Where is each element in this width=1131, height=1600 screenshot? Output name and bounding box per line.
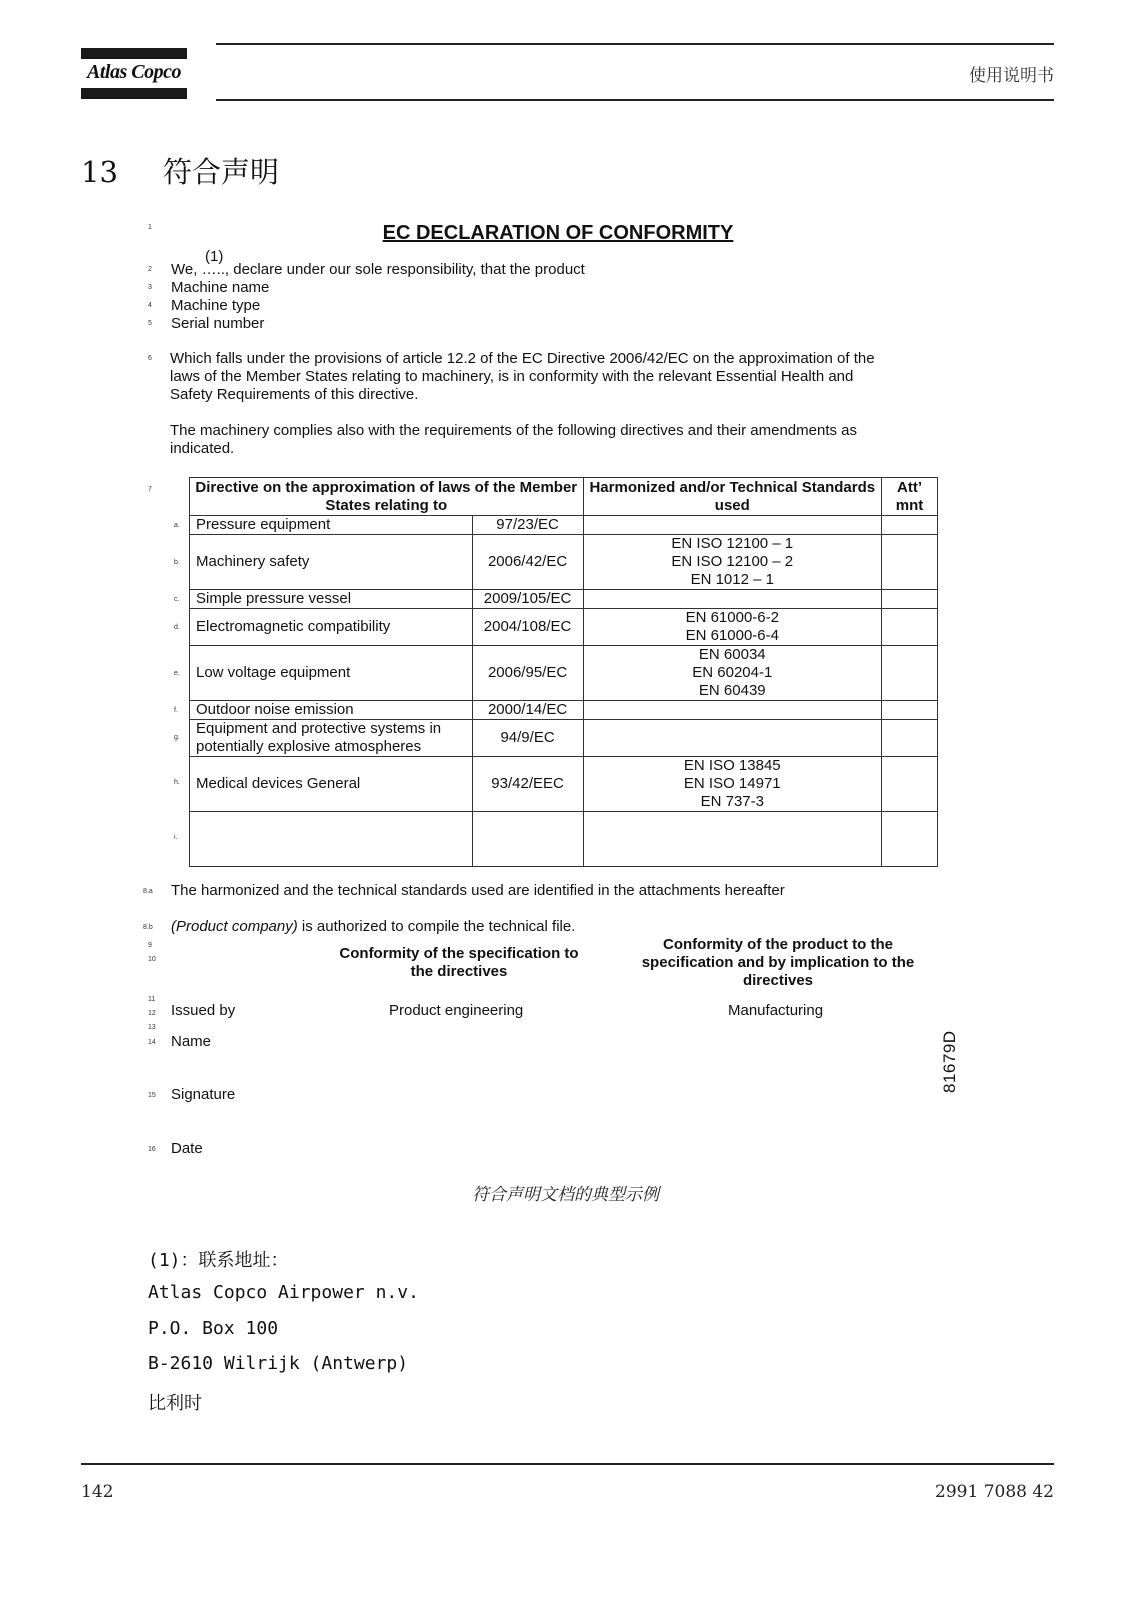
section-heading [81,150,279,191]
provisions-line-3: Safety Requirements of this directive. [170,386,419,403]
row-directive: 2006/95/EC [472,646,583,701]
row-name: Simple pressure vessel [190,590,473,609]
logo-text: Atlas Copco [87,61,181,83]
row-directive: 2000/14/EC [472,701,583,720]
row-name: Electromagnetic compatibility [190,609,473,646]
section-number: 13 [81,155,118,189]
authorized-text: is authorized to compile the technical file. [297,918,576,935]
figure-caption: 符合声明文档的典型示例 [472,1185,659,1205]
line-number: 16 [148,1146,156,1153]
row-letter: a. [174,522,180,529]
row-attachment [882,720,938,757]
row-name: Pressure equipment [190,516,473,535]
name-label: Name [171,1033,212,1050]
ec-title: EC DECLARATION OF CONFORMITY [382,222,734,244]
harmonized-note: The harmonized and the technical standards used are identified in the attachments hereafter [171,882,785,899]
document-number: 2991 7088 42 [935,1482,1054,1502]
table-row [190,535,938,590]
row-standards: EN ISO 13845 EN ISO 14971 EN 737-3 [583,757,881,812]
line-number: 10 [148,956,156,963]
row-attachment [882,812,938,867]
line-number: 8.b [143,924,153,931]
complies-line-1: The machinery complies also with the requirements of the following directives and their amendments as [170,422,857,439]
row-standards [583,590,881,609]
header-rule-top [216,43,1054,45]
line-number: 2 [148,266,152,273]
column-product-conformity: Conformity of the product to the specification and by implication to the directives [641,936,915,989]
row-standards: EN ISO 12100 – 1 EN ISO 12100 – 2 EN 1012 – 1 [583,535,881,590]
atlas-copco-logo [81,48,187,100]
provisions-line-2: laws of the Member States relating to machinery, is in conformity with the relevant Essential Health and [170,368,854,385]
row-name: Medical devices General [190,757,473,812]
header-rule-bottom [216,99,1054,101]
row-name: Low voltage equipment [190,646,473,701]
logo-bar-top [81,48,187,59]
row-directive: 2009/105/EC [472,590,583,609]
signature-label: Signature [171,1086,236,1103]
row-attachment [882,646,938,701]
figure-code: 81679D [940,1030,959,1093]
row-name: Machinery safety [190,535,473,590]
issued-by-label: Issued by [171,1002,236,1019]
ec-declaration-form [143,218,968,1188]
line-number: 4 [148,302,152,309]
row-letter: b. [174,559,180,566]
table-row [190,720,938,757]
row-attachment [882,535,938,590]
line-number: 3 [148,284,152,291]
line-number: 5 [148,320,152,327]
header-directive: Directive on the approximation of laws of the Member States relating to [190,478,584,516]
header-standards: Harmonized and/or Technical Standards used [583,478,881,516]
row-standards [583,812,881,867]
document-type: 使用说明书 [969,66,1054,86]
row-attachment [882,590,938,609]
table-row [190,812,938,867]
contact-note-line-4: B-2610 Wilrijk (Antwerp) [148,1353,409,1374]
row-standards: EN 61000-6-2 EN 61000-6-4 [583,609,881,646]
technical-file-line [171,918,575,935]
row-letter: g. [174,734,180,741]
row-letter: h. [174,779,180,786]
date-label: Date [171,1140,203,1157]
table-header-row [190,478,938,516]
row-attachment [882,757,938,812]
line-number: 11 [148,996,156,1003]
complies-line-2: indicated. [170,440,235,457]
row-standards [583,701,881,720]
row-attachment [882,609,938,646]
line-number: 14 [148,1039,156,1046]
row-standards: EN 60034 EN 60204-1 EN 60439 [583,646,881,701]
footnote-marker: (1) [205,248,224,265]
row-directive: 2006/42/EC [472,535,583,590]
row-name [190,812,473,867]
logo-bar-bottom [81,88,187,99]
line-number: 6 [148,355,152,362]
line-number: 7 [148,486,152,493]
row-name: Equipment and protective systems in potentially explosive atmospheres [190,720,473,757]
line-number: 8.a [143,888,153,895]
row-directive: 94/9/EC [472,720,583,757]
directives-table [189,477,938,867]
we-declare-line: We, ….., declare under our sole responsibility, that the product [171,261,585,278]
product-engineering-label: Product engineering [389,1002,524,1019]
row-directive: 97/23/EC [472,516,583,535]
line-number: 9 [148,942,152,949]
row-standards [583,720,881,757]
row-letter: e. [174,670,180,677]
contact-note-line-5: 比利时 [148,1393,202,1414]
section-title: 符合声明 [163,155,280,189]
row-letter: c. [174,596,180,603]
column-spec-conformity: Conformity of the specification to the directives [339,945,579,980]
row-letter: i. [174,834,178,841]
contact-note-line-1: (1)：联系地址： [148,1250,289,1271]
manufacturing-label: Manufacturing [728,1002,824,1019]
product-company: (Product company) [171,918,298,935]
row-directive [472,812,583,867]
line-number: 12 [148,1010,156,1017]
table-row [190,590,938,609]
contact-note-line-3: P.O. Box 100 [148,1318,279,1339]
table-row [190,609,938,646]
row-name: Outdoor noise emission [190,701,473,720]
row-letter: f. [174,707,178,714]
table-row [190,757,938,812]
row-attachment [882,516,938,535]
provisions-line-1: Which falls under the provisions of article 12.2 of the EC Directive 2006/42/EC on the approximation of the [170,350,875,367]
header-attachment: Att’ mnt [882,478,938,516]
row-letter: d. [174,624,180,631]
machine-type-label: Machine type [171,297,261,314]
table-row [190,646,938,701]
table-row [190,701,938,720]
line-number: 1 [148,224,152,231]
row-standards [583,516,881,535]
line-number: 13 [148,1024,156,1031]
row-attachment [882,701,938,720]
serial-number-label: Serial number [171,315,265,332]
machine-name-label: Machine name [171,279,270,296]
table-row [190,516,938,535]
row-directive: 93/42/EEC [472,757,583,812]
contact-note-line-2: Atlas Copco Airpower n.v. [148,1282,419,1303]
footer-rule [81,1463,1054,1465]
row-directive: 2004/108/EC [472,609,583,646]
page-number: 142 [81,1482,114,1502]
line-number: 15 [148,1092,156,1099]
